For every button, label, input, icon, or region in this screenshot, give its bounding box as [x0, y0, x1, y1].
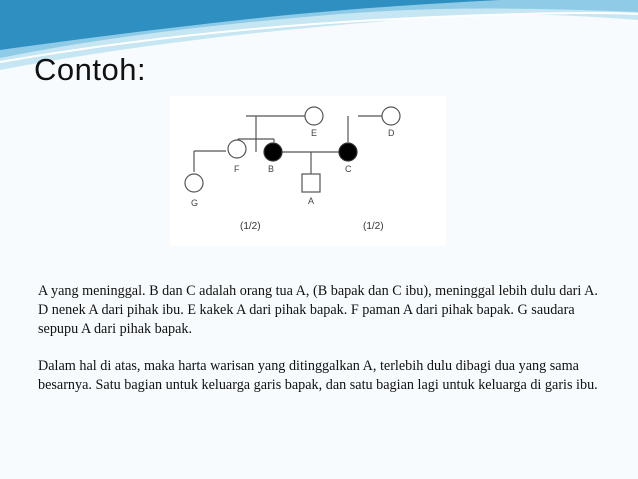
label-b: B	[268, 164, 275, 174]
pedigree-diagram	[170, 96, 446, 246]
person-e-circle	[305, 107, 323, 125]
person-b-deceased-circle	[264, 143, 282, 161]
body-text	[38, 282, 608, 395]
share-maternal-label: (1/2)	[363, 221, 384, 232]
person-d-circle	[382, 107, 400, 125]
share-paternal-label: (1/2)	[240, 221, 261, 232]
paragraph-inheritance-split: Dalam hal di atas, maka harta warisan yang ditinggalkan A, terlebih dulu dibagi dua yang sama besarnya. Satu bagian untuk keluarga garis bapak, dan satu bagian lagi untuk keluarga di garis ibu.	[38, 358, 598, 393]
label-e: E	[311, 128, 318, 138]
person-f-circle	[228, 140, 246, 158]
slide-title: Contoh:	[34, 52, 147, 87]
paragraph-heirs-description: A yang meninggal. B dan C adalah orang tua A, (B bapak dan C ibu), meninggal lebih dulu dari A. D nenek A dari pihak ibu. E kakek A dari pihak bapak. F paman A dari pihak bapak. G saudara sepupu A dari pihak bapak.	[38, 283, 598, 337]
person-a-square	[302, 174, 320, 192]
label-c: C	[345, 164, 352, 174]
label-g: G	[191, 198, 199, 208]
label-a: A	[308, 196, 315, 206]
label-f: F	[234, 164, 240, 174]
person-c-deceased-circle	[339, 143, 357, 161]
pedigree-chart	[170, 96, 446, 246]
person-g-circle	[185, 174, 203, 192]
label-d: D	[388, 128, 395, 138]
